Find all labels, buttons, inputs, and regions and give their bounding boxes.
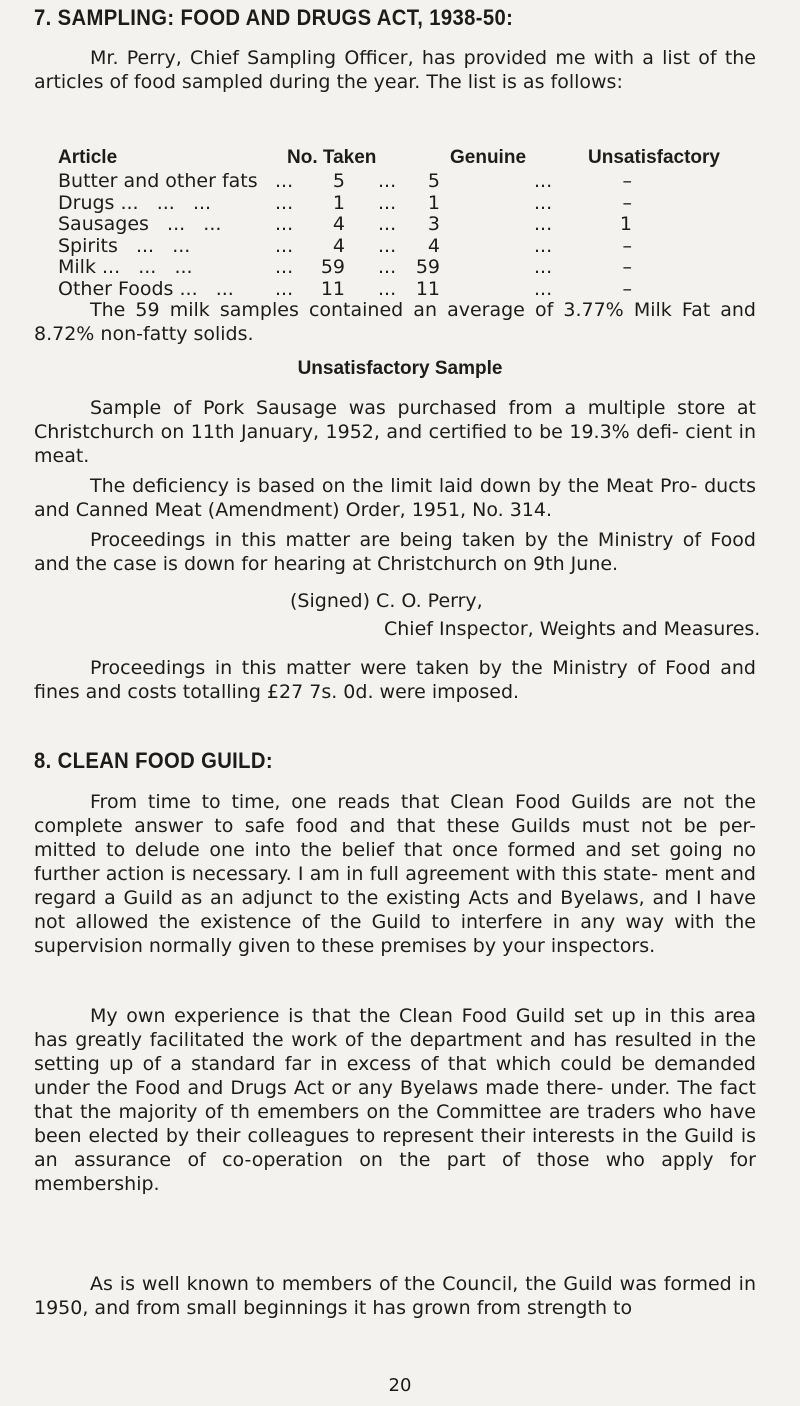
unsat-paragraph-3: Proceedings in this matter are being taken by the Ministry of Food and the case is down for hearing at Christchurch on 9th June. — [34, 529, 756, 575]
signature-title: Chief Inspector, Weights and Measures. — [384, 618, 761, 640]
leader-dots: ... — [275, 234, 294, 257]
leader-dots: ... — [275, 170, 294, 192]
proceedings-paragraph: Proceedings in this matter were taken by the Ministry of Food and fines and costs totalling £27 7s. 0d. were imposed. — [34, 657, 756, 703]
col-header-taken: No. Taken — [287, 147, 377, 168]
taken-cell: 11 — [320, 277, 345, 300]
leader-dots: ... — [534, 213, 553, 235]
genuine-cell: 59 — [415, 256, 440, 278]
genuine-cell: 5 — [427, 170, 440, 192]
col-header-genuine: Genuine — [450, 147, 527, 168]
leader-dots: ... — [275, 256, 294, 278]
leader-dots: ... — [378, 256, 397, 278]
article-cell: Butter and other fats — [58, 170, 258, 192]
unsatisfactory-cell: – — [622, 191, 632, 214]
leader-dots: ... — [534, 277, 553, 300]
leader-dots: ... — [378, 234, 397, 257]
leader-dots: ... — [378, 170, 397, 192]
taken-cell: 5 — [332, 170, 345, 192]
page-number: 20 — [388, 1375, 412, 1396]
taken-cell: 59 — [320, 256, 345, 278]
genuine-cell: 11 — [415, 277, 440, 300]
section-7-heading: 7. SAMPLING: FOOD AND DRUGS ACT, 1938-50: — [34, 5, 514, 30]
leader-dots: ... — [275, 191, 294, 214]
leader-dots: ... — [275, 213, 294, 235]
taken-cell: 1 — [332, 191, 345, 214]
article-cell: Sausages ... ... — [58, 213, 222, 235]
leader-dots: ... — [534, 170, 553, 192]
unsatisfactory-cell: 1 — [619, 213, 632, 235]
unsatisfactory-cell: – — [622, 234, 632, 257]
leader-dots: ... — [534, 234, 553, 257]
genuine-cell: 1 — [427, 191, 440, 214]
col-header-unsatisfactory: Unsatisfactory — [588, 147, 720, 168]
unsatisfactory-cell: – — [622, 277, 632, 300]
article-cell: Spirits ... ... — [58, 234, 191, 257]
taken-cell: 4 — [332, 213, 345, 235]
section-7-intro: Mr. Perry, Chief Sampling Officer, has provided me with a list of the articles of food sampled during the year. The list is as follows: — [34, 47, 756, 93]
leader-dots: ... — [534, 191, 553, 214]
unsatisfactory-sample-heading: Unsatisfactory Sample — [297, 358, 503, 379]
col-header-article: Article — [58, 147, 118, 168]
unsatisfactory-cell: – — [622, 170, 632, 192]
taken-cell: 4 — [332, 234, 345, 257]
genuine-cell: 3 — [427, 213, 440, 235]
leader-dots: ... — [378, 191, 397, 214]
article-cell: Drugs ... ... ... — [58, 191, 212, 214]
milk-note: The 59 milk samples contained an average of 3.77% Milk Fat and 8.72% non-fatty solids. — [34, 299, 756, 345]
section-8-paragraph-2: My own experience is that the Clean Food Guild set up in this area has greatly facilitated the work of the department and has resulted in the setting up of a standard far in excess of that which could be demanded under the Food and Drugs Act or any Byelaws made there- under. The fact that the majority of th emembers on the Committee are traders who have been elected by their colleagues to represent their interests in the Guild is an assurance of co-operation on the part of those who apply for membership. — [34, 1005, 756, 1195]
article-cell: Other Foods ... ... — [58, 277, 234, 300]
unsat-paragraph-2: The deficiency is based on the limit laid down by the Meat Pro- ducts and Canned Meat (Amendment) Order, 1951, No. 314. — [34, 475, 756, 521]
section-8-heading: 8. CLEAN FOOD GUILD: — [34, 748, 273, 773]
article-cell: Milk ... ... ... — [58, 256, 193, 278]
leader-dots: ... — [378, 213, 397, 235]
leader-dots: ... — [378, 277, 397, 300]
section-8-paragraph-1: From time to time, one reads that Clean Food Guilds are not the complete answer to safe food and that these Guilds must not be per- mitted to delude one into the belief that once formed and set going no further action is necessary. I am in full agreement with this state- ment and regard a Guild as an adjunct to the existing Acts and Byelaws, and I have not allowed the existence of the Guild to interfere in any way with the supervision normally given to these premises by your inspectors. — [34, 791, 756, 957]
leader-dots: ... — [275, 277, 294, 300]
unsatisfactory-cell: – — [622, 256, 632, 278]
signature-line: (Signed) C. O. Perry, — [290, 590, 483, 612]
section-8-paragraph-3: As is well known to members of the Council, the Guild was formed in 1950, and from small beginnings it has grown from strength to — [34, 1273, 756, 1319]
unsat-paragraph-1: Sample of Pork Sausage was purchased from a multiple store at Christchurch on 11th January, 1952, and certified to be 19.3% defi- cient in meat. — [34, 397, 756, 467]
leader-dots: ... — [534, 256, 553, 278]
genuine-cell: 4 — [427, 234, 440, 257]
